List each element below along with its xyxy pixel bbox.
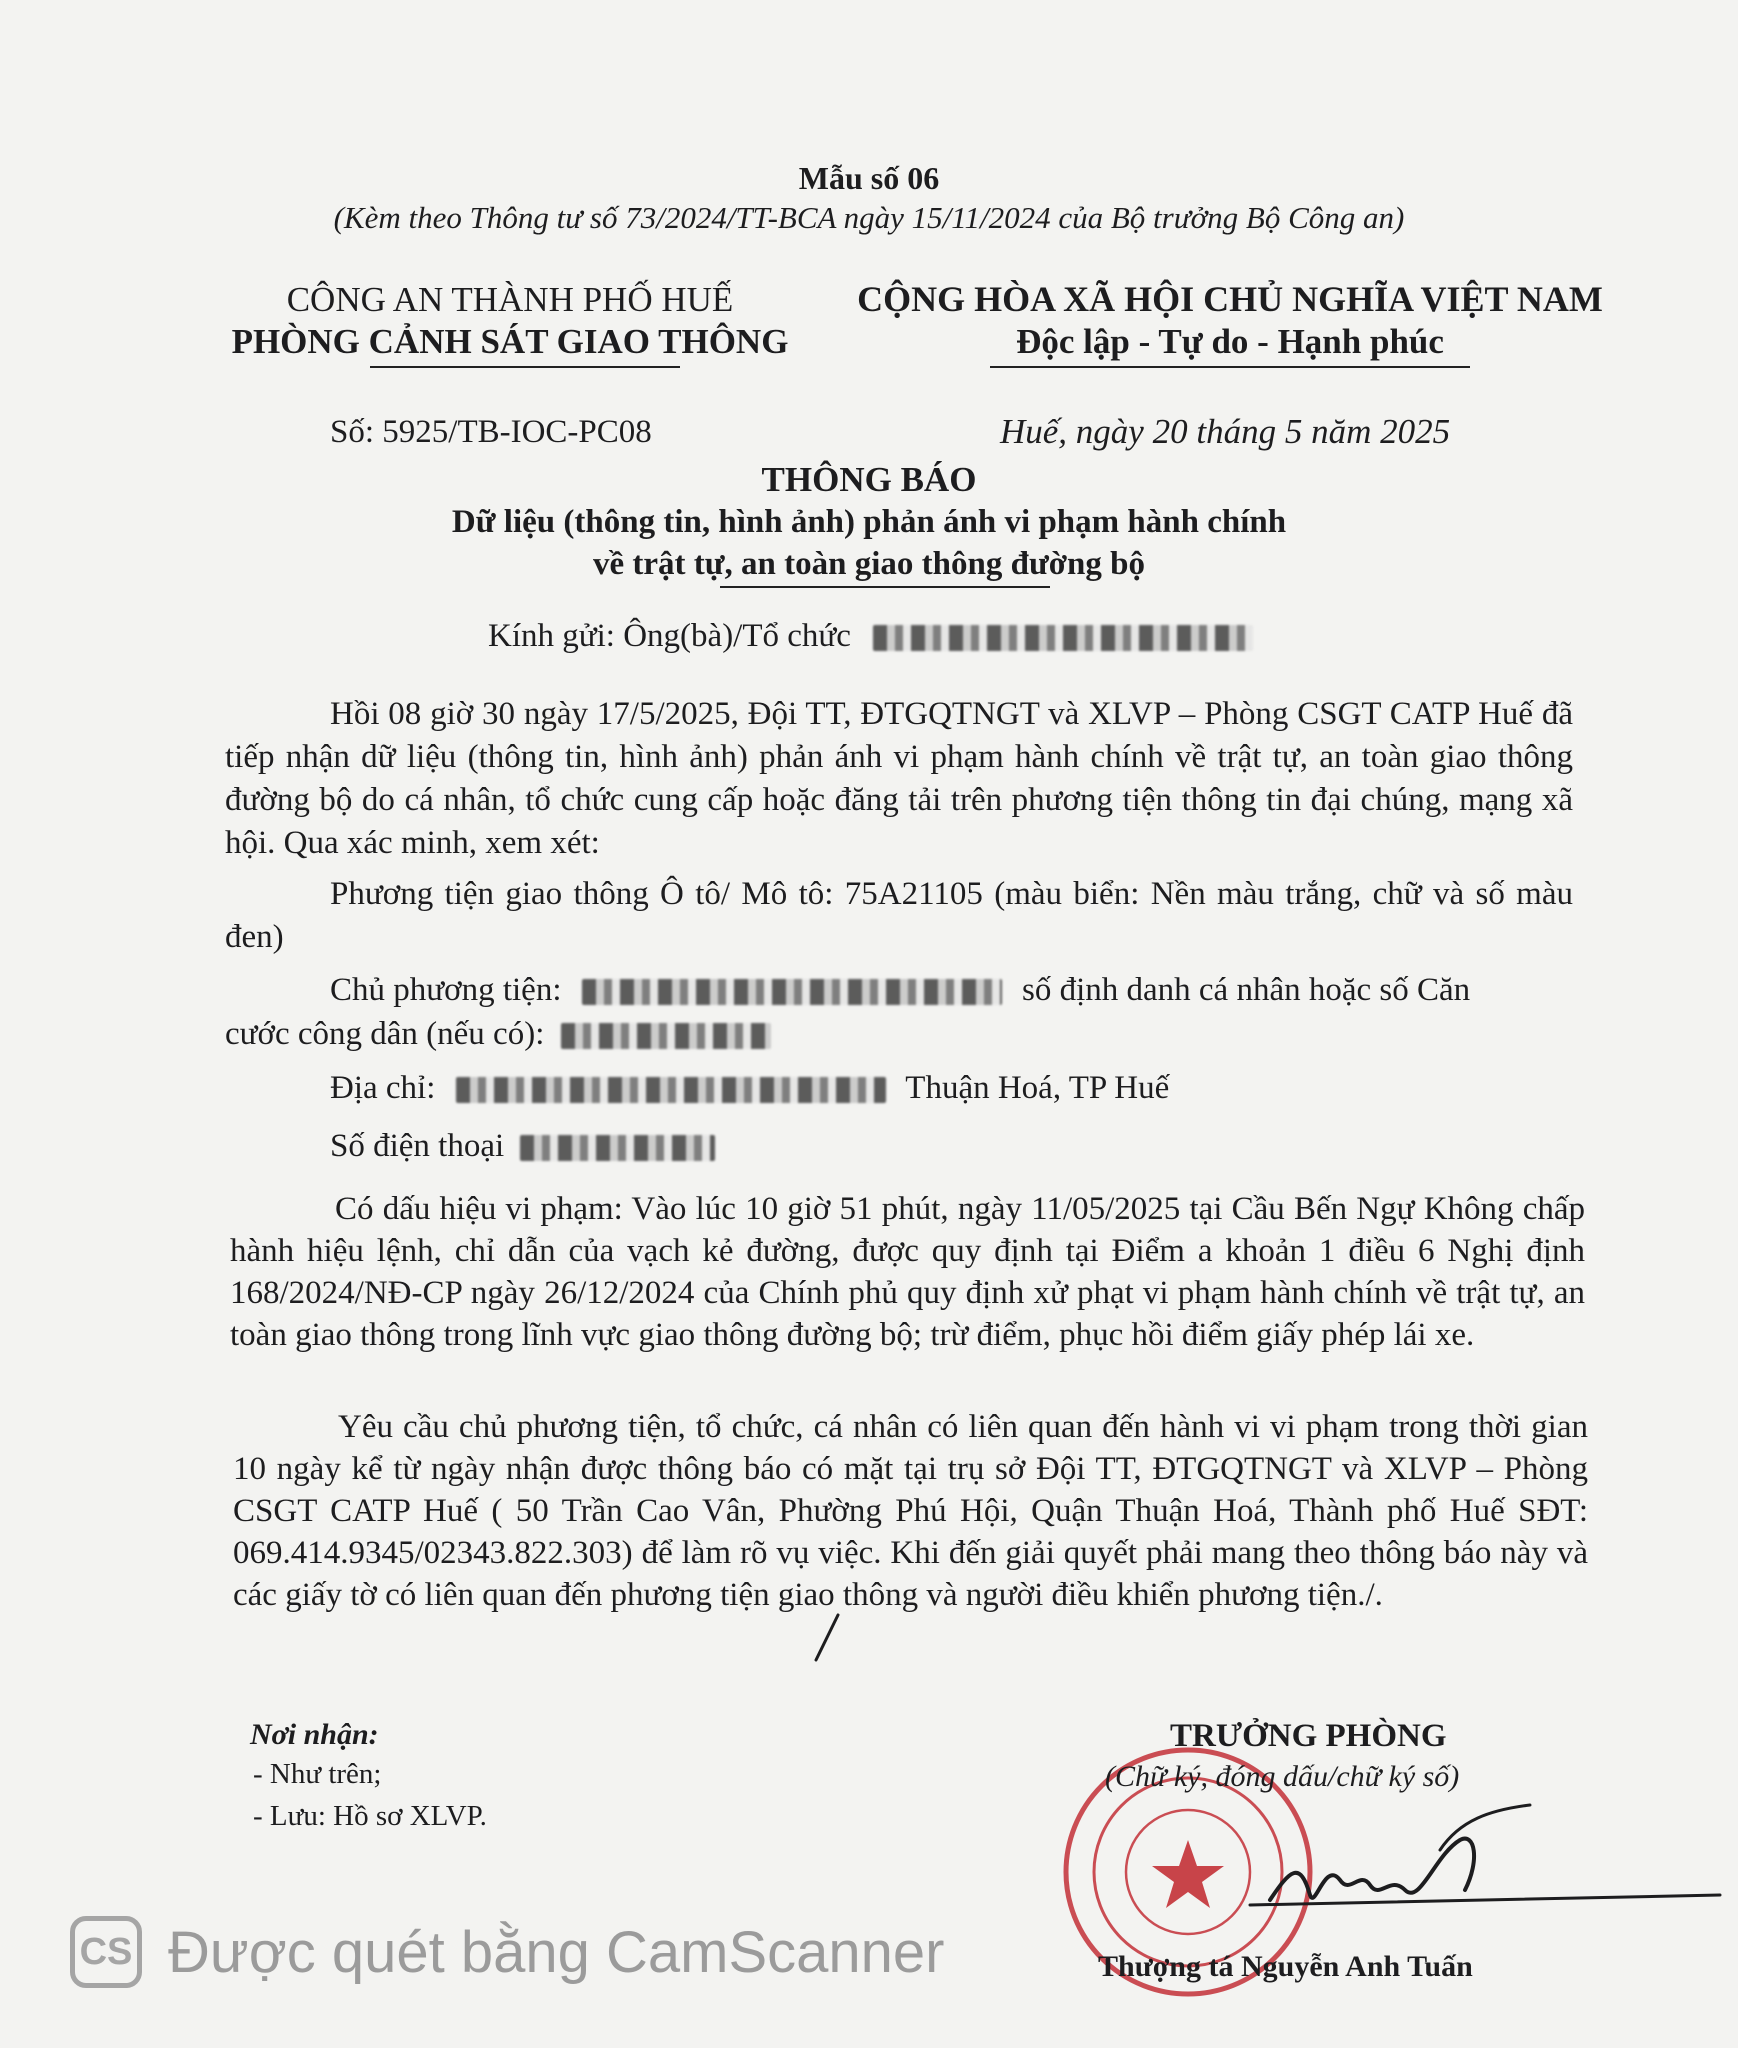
owner-line <box>330 972 1470 1009</box>
place-date: Huế, ngày 20 tháng 5 năm 2025 <box>1000 412 1451 451</box>
recipients-item-2: - Lưu: Hồ sơ XLVP. <box>253 1800 487 1832</box>
phone-label: Số điện thoại <box>330 1128 505 1164</box>
recipient-label: Kính gửi: Ông(bà)/Tổ chức <box>488 618 851 654</box>
redacted-id-number <box>561 1023 771 1049</box>
title-underline <box>720 586 1050 588</box>
handwritten-mark <box>808 1610 858 1670</box>
issuing-authority: CÔNG AN THÀNH PHỐ HUẾ <box>286 280 734 319</box>
national-title: CỘNG HÒA XÃ HỘI CHỦ NGHĨA VIỆT NAM <box>857 279 1603 319</box>
owner-id-line <box>225 1016 771 1053</box>
violation-paragraph: Có dấu hiệu vi phạm: Vào lúc 10 giờ 51 phút, ngày 11/05/2025 tại Cầu Bến Ngự Không chấp hành hiệu lệnh, chỉ dẫn của vạch kẻ đường, được quy định tại Điểm a khoản 1 điều 6 Nghị định 168/2024/NĐ-CP ngày 26/12/2024 của Chính phủ quy định xử phạt vi phạm hành chính về trật tự, an toàn giao thông trong lĩnh vực giao thông đường bộ; trừ điểm, phục hồi điểm giấy phép lái xe. <box>230 1191 1585 1353</box>
redacted-phone <box>520 1135 715 1161</box>
address-label: Địa chỉ: <box>330 1070 436 1106</box>
form-number: Mẫu số 06 <box>798 160 940 196</box>
signer-position: TRƯỞNG PHÒNG <box>1170 1718 1447 1754</box>
signature-note: (Chữ ký, đóng dấu/chữ ký số) <box>1105 1760 1460 1793</box>
intro-paragraph: Hồi 08 giờ 30 ngày 17/5/2025, Đội TT, ĐTGQTNGT và XLVP – Phòng CSGT CATP Huế đã tiếp nhận dữ liệu (thông tin, hình ảnh) phản ánh vi phạm hành chính về trật tự, an toàn giao thông đường bộ do cá nhân, tổ chức cung cấp hoặc đăng tải trên phương tiện thông tin đại chúng, mạng xã hội. Qua xác minh, xem xét: <box>225 696 1573 861</box>
header-right-underline <box>990 366 1470 368</box>
redacted-owner-name <box>582 979 1002 1005</box>
camscanner-text: Được quét bằng CamScanner <box>168 1919 945 1985</box>
document-title: THÔNG BÁO <box>761 460 977 499</box>
request-paragraph: Yêu cầu chủ phương tiện, tổ chức, cá nhân có liên quan đến hành vi vi phạm trong thời gian 10 ngày kể từ ngày nhận được thông báo có mặt tại trụ sở Đội TT, ĐTGQTNGT và XLVP – Phòng CSGT CATP Huế ( 50 Trần Cao Vân, Phường Phú Hội, Quận Thuận Hoá, Thành phố Huế SĐT: 069.414.9345/02343.822.303) để làm rõ vụ việc. Khi đến giải quyết phải mang theo thông báo này và các giấy tờ có liên quan đến phương tiện giao thông và người điều khiển phương tiện./. <box>233 1409 1588 1613</box>
issuing-department: PHÒNG CẢNH SÁT GIAO THÔNG <box>231 322 789 361</box>
form-reference: (Kèm theo Thông tư số 73/2024/TT-BCA ngày 15/11/2024 của Bộ trưởng Bộ Công an) <box>333 200 1405 235</box>
document-subtitle-1: Dữ liệu (thông tin, hình ảnh) phản ánh vi phạm hành chính <box>451 504 1287 540</box>
address-line <box>330 1070 1169 1107</box>
document-number: Số: 5925/TB-IOC-PC08 <box>330 414 652 450</box>
recipients-item-1: - Như trên; <box>253 1758 382 1790</box>
stamp-star-icon <box>1152 1840 1224 1908</box>
header-left-underline <box>370 366 680 368</box>
phone-line <box>330 1128 715 1165</box>
national-motto: Độc lập - Tự do - Hạnh phúc <box>1016 322 1444 361</box>
handwritten-signature <box>1230 1800 1730 1930</box>
redacted-address <box>456 1077 886 1103</box>
address-tail: Thuận Hoá, TP Huế <box>905 1070 1170 1106</box>
camscanner-logo-icon: CS <box>70 1916 142 1988</box>
vehicle-paragraph: Phương tiện giao thông Ô tô/ Mô tô: 75A21105 (màu biển: Nền màu trắng, chữ và số màu đen) <box>225 876 1573 955</box>
recipient-line <box>488 618 1253 655</box>
owner-id-label: số định danh cá nhân hoặc số Căn <box>1022 972 1471 1008</box>
document-subtitle-2: về trật tự, an toàn giao thông đường bộ <box>592 546 1145 582</box>
owner-id-label-2: cước công dân (nếu có): <box>225 1016 545 1052</box>
recipients-label: Nơi nhận: <box>250 1718 379 1751</box>
redacted-recipient <box>873 625 1253 651</box>
camscanner-watermark <box>70 1912 945 1992</box>
signer-name: Thượng tá Nguyễn Anh Tuấn <box>1098 1950 1473 1983</box>
owner-label: Chủ phương tiện: <box>330 972 562 1008</box>
